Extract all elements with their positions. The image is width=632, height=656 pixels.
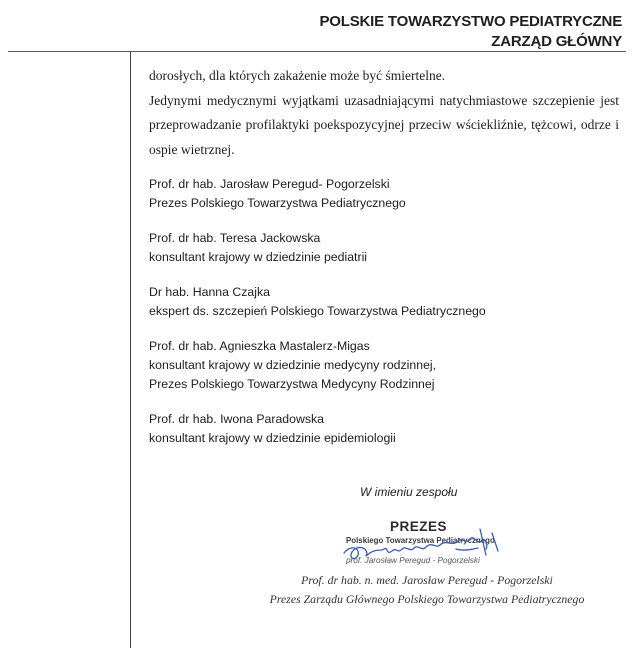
signatory-1 <box>149 175 619 213</box>
signature-name: Prof. dr hab. n. med. Jarosław Peregud - Pogorzelski <box>301 573 553 587</box>
body-paragraph-2: Jedynymi medycznymi wyjątkami uzasadniającymi natychmiastowe szczepienie jest przeprowadzanie profilaktyki poekspozycyjnej przeciw wściekliźnie, tężcowi, odrze i ospie wietrznej. <box>149 92 619 157</box>
signature-title: Prezes Zarządu Głównego Polskiego Towarzystwa Pediatrycznego <box>269 592 585 606</box>
body-paragraph-1: dorosłych, dla których zakażenie może być śmiertelne. <box>149 68 446 83</box>
signatory-name: Prof. dr hab. Jarosław Peregud- Pogorzelski <box>149 177 390 191</box>
letterhead-board-name: ZARZĄD GŁÓWNY <box>491 33 622 50</box>
stamp-org: Polskiego Towarzystwa Pediatrycznego <box>346 535 495 545</box>
signatory-name: Prof. dr hab. Iwona Paradowska <box>149 412 324 426</box>
signatory-role: konsultant krajowy w dziedzinie pediatrii <box>149 250 368 264</box>
signatory-role: ekspert ds. szczepień Polskiego Towarzystwa Pediatrycznego <box>149 304 486 318</box>
signatory-4 <box>149 337 619 394</box>
body-text <box>149 64 619 162</box>
margin-divider <box>130 52 131 648</box>
letterhead-org-name: POLSKIE TOWARZYSTWO PEDIATRYCZNE <box>319 13 622 30</box>
stamp-name: prof. Jarosław Peregud - Pogorzelski <box>346 556 480 565</box>
stamp-title: PREZES <box>390 519 448 534</box>
letterhead <box>320 12 623 52</box>
signatory-role: konsultant krajowy w dziedzinie epidemiologii <box>149 431 396 445</box>
signatory-name: Dr hab. Hanna Czajka <box>149 285 270 299</box>
signatory-role: konsultant krajowy w dziedzinie medycyny rodzinnej, <box>149 358 437 372</box>
signatory-name: Prof. dr hab. Agnieszka Mastalerz-Migas <box>149 339 370 353</box>
signature-block <box>262 571 592 609</box>
signatory-3 <box>149 283 619 321</box>
signatory-5 <box>149 410 619 448</box>
on-behalf-text: W imieniu zespołu <box>360 485 458 499</box>
signatory-2 <box>149 229 619 267</box>
signatories-list <box>149 175 619 464</box>
official-stamp <box>336 519 516 571</box>
signatory-role: Prezes Polskiego Towarzystwa Pediatrycznego <box>149 196 406 210</box>
handwritten-signature <box>336 519 516 571</box>
signatory-role-secondary: Prezes Polskiego Towarzystwa Medycyny Rodzinnej <box>149 377 435 391</box>
header-divider <box>8 51 626 52</box>
signatory-name: Prof. dr hab. Teresa Jackowska <box>149 231 321 245</box>
